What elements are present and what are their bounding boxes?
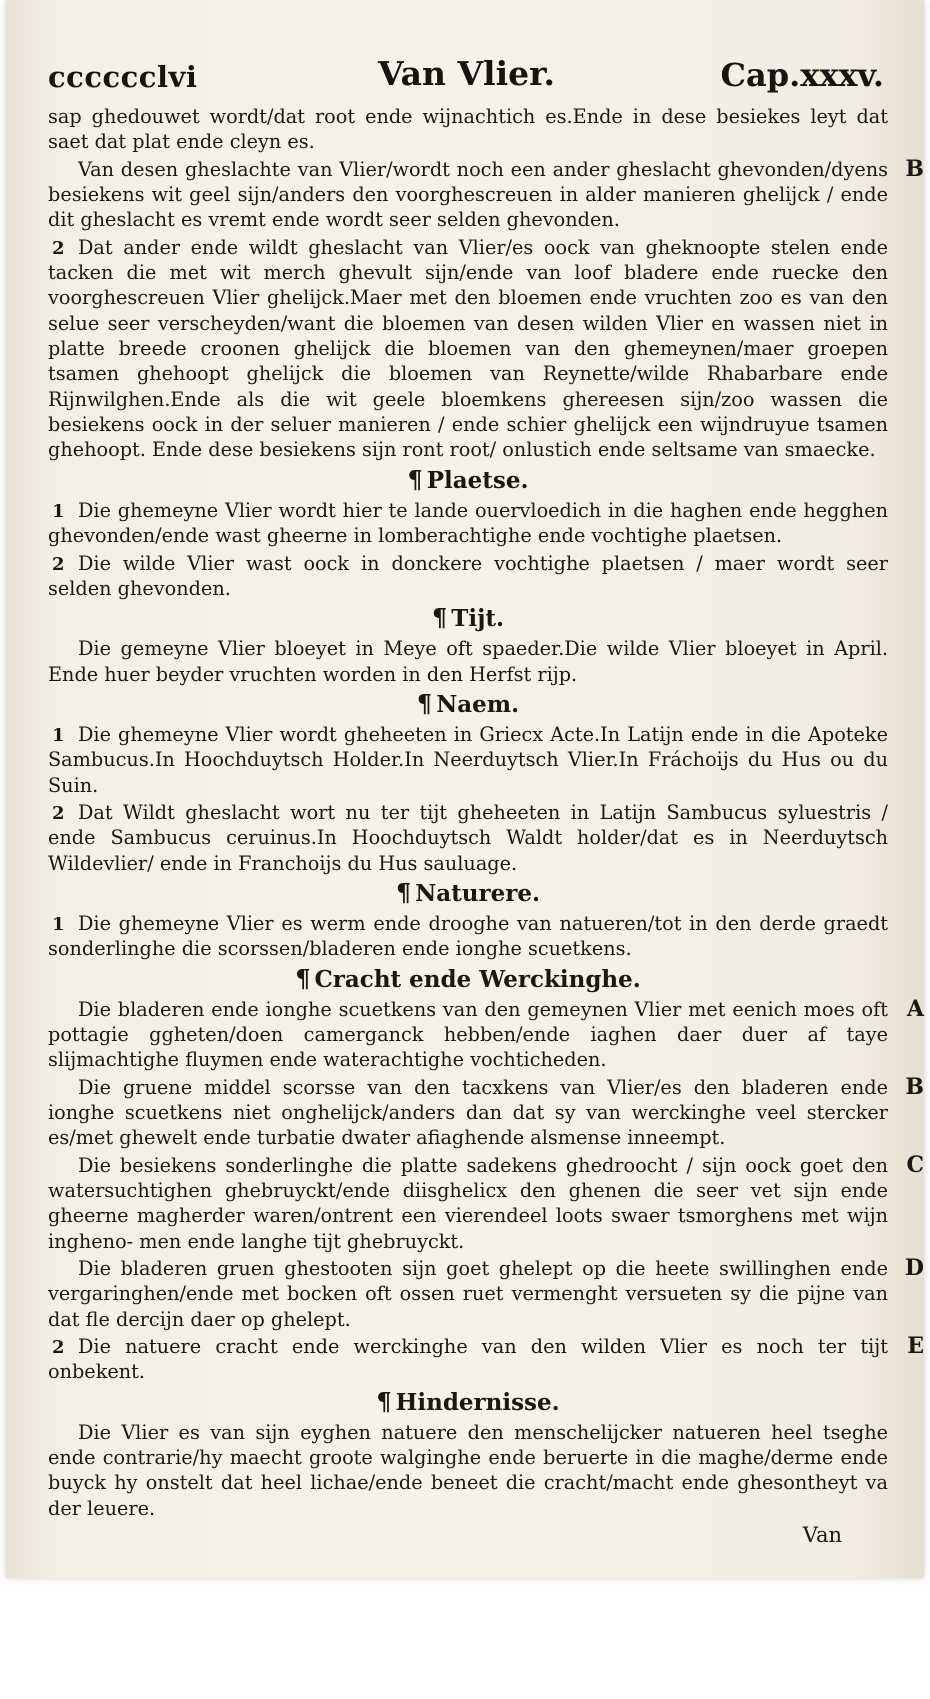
paragraph [48, 911, 888, 962]
paragraph-text: Dat Wildt gheslacht wort nu ter tijt gheheeten in Latijn Sambucus syluestris / ende Sambucus ceruinus.In Hoochduytsch Waldt holder/dat es in Neerduytsch Wildevlier/ ende in Franchoijs du Hus sauluage. [48, 800, 888, 875]
margin-number: 1 [52, 724, 65, 746]
text-block [48, 104, 924, 1549]
margin-letter: A [906, 995, 924, 1022]
paragraph [48, 1420, 888, 1521]
margin-number: 2 [52, 802, 65, 824]
pilcrow-icon: ¶ [431, 603, 448, 633]
section-heading-text: Hindernisse. [395, 1388, 560, 1416]
paragraph [48, 722, 888, 798]
paragraph [48, 1333, 924, 1385]
paragraph-text: Die besiekens sonderlinghe die platte sadekens ghedroocht / sijn oock goet den watersuchtighen ghebruyckt/ende diisghelicx den ghenen die seer vet sijn ende gheerne magherder waren/ontrent een vierendeel loots swaer tsmorghens met wijn ingheno- men ende langhe tijt ghebruyckt. [48, 1153, 888, 1253]
paragraph-text: Dat ander ende wildt gheslacht van Vlier/es oock van gheknoopte stelen ende tacken die met wit merch ghevult sijn/ende van loof bladere ende ruecke den voorghescreuen Vlier ghelijck.Maer met den bloemen ende vruchten zoo es van den selue seer verscheyden/want die bloemen van desen wilden Vlier en wassen niet in platte breede croonen ghelijck die bloemen van den ghemeynen/maer groepen tsamen ghehoopt ghelijck die bloemen van Reynette/wilde Rhabarbare ende Rijnwilghen.Ende als die wit geele bloemkens ghereesen sijn/zoo wassen die besiekens oock in der seluer manieren / ende schier ghelijck een wijndruyue tsamen ghehoopt. Ende dese besiekens sijn ront root/ onlustich ende seltsame van smaecke. [48, 235, 888, 462]
pilcrow-icon: ¶ [295, 963, 311, 993]
margin-letter: E [907, 1333, 924, 1360]
paragraph [48, 636, 888, 687]
section-heading-text: Tijt. [451, 605, 505, 633]
margin-number: 2 [52, 237, 65, 259]
paragraph-text: Die ghemeyne Vlier wordt hier te lande ouervloedich in die haghen ende hegghen ghevonden/ende wast gheerne in lomberachtighe ende vochtighe plaetsen. [48, 498, 888, 548]
margin-number: 2 [52, 553, 65, 575]
section-heading-text: Cracht ende Werckinghe. [314, 965, 641, 993]
paragraph-text: Die gruene middel scorsse van den tacxkens van Vlier/es den bladeren ende ionghe scuetkens niet onghelijck/anders dan dat sy van werckinghe veel stercker es/met ghewelt ende turbatie dwater afiaghende alsmense inneempt. [48, 1075, 888, 1150]
margin-number: 2 [52, 1337, 65, 1359]
margin-letter: C [906, 1151, 924, 1178]
paragraph-text: Die bladeren ende ionghe scuetkens van den gemeynen Vlier met eenich moes oft pottagie ggheten/doen camerganck hebben/ende iaghen daer duer af taye slijmachtighe fluymen ende waterachtighe vochticheden. [48, 997, 888, 1072]
paragraph-text: Die ghemeyne Vlier es werm ende drooghe van natueren/tot in den derde graedt sonderlinghe die scorssen/bladeren ende ionghe scuetkens. [48, 911, 888, 961]
paragraph-text: Die gemeyne Vlier bloeyet in Meye oft spaeder.Die wilde Vlier bloeyet in April. Ende huer beyder vruchten worden in den Herfst rijp. [48, 637, 888, 686]
paragraph-text: Van desen gheslachte van Vlier/wordt noch een ander gheslacht ghevonden/dyens besiekens wit geel sijn/anders den voorghescreuen in alder manieren ghelijck / ende dit gheslacht es vremt ende wordt seer selden ghevonden. [48, 157, 888, 232]
paragraph [48, 1073, 924, 1151]
margin-letter: B [905, 155, 924, 182]
margin-number: 1 [52, 500, 65, 522]
section-heading-text: Naem. [436, 690, 520, 718]
section-heading [48, 878, 888, 909]
section-heading-text: Plaetse. [426, 466, 529, 494]
paragraph-text: Die Vlier es van sijn eyghen natuere den menschelijcker natueren heel tseghe ende contrarie/hy maecht groote walginghe ende beruerte in die maghe/derme ende buyck hy onstelt dat heel lichae/ende beneet die cracht/macht ende ghesontheyt va der leuere. [48, 1420, 888, 1520]
paragraph [48, 1255, 924, 1332]
paragraph-text: sap ghedouwet wordt/dat root ende wijnachtich es.Ende in dese besiekes leyt dat saet dat plat ende cleyn es. [48, 105, 888, 154]
pilcrow-icon: ¶ [416, 688, 433, 718]
section-heading [48, 465, 888, 496]
paragraph [48, 498, 888, 549]
catchword: Van [802, 1523, 842, 1548]
section-heading [48, 1387, 888, 1418]
margin-number: 1 [52, 913, 65, 935]
section-heading-text: Naturere. [415, 879, 541, 907]
folio-number: cccccclvi [48, 60, 198, 94]
paragraph-text: Die ghemeyne Vlier wordt gheheeten in Griecx Acte.In Latijn ende in die Apoteke Sambucus.In Hoochduytsch Holder.In Neerduytsch Vlier.In Fráchoijs du Hus ou du Suin. [48, 722, 888, 797]
paragraph [48, 800, 888, 876]
margin-letter: B [905, 1073, 924, 1100]
page-header [48, 54, 884, 104]
margin-letter: D [904, 1255, 924, 1282]
section-heading [48, 603, 888, 634]
section-heading [48, 964, 888, 995]
chapter-number: Cap.xxxv. [720, 56, 884, 94]
paragraph [48, 995, 924, 1073]
section-heading [48, 689, 888, 720]
running-title: Van Vlier. [378, 54, 555, 93]
pilcrow-icon: ¶ [376, 1386, 392, 1416]
paragraph-text: Die natuere cracht ende werckinghe van den wilden Vlier es noch ter tijt onbekent. [48, 1335, 888, 1384]
paragraph-text: Die wilde Vlier wast oock in donckere vochtighe plaetsen / maer wordt seer selden ghevonden. [48, 551, 888, 600]
paragraph-text: Die bladeren gruen ghestooten sijn goet ghelept op die heete swillinghen ende vergaringhen/ende met bocken oft ossen ruet vermenght versueten sy die pijne van dat fle dercijn daer op ghelept. [48, 1257, 888, 1331]
paragraph [48, 1151, 924, 1254]
pilcrow-icon: ¶ [395, 877, 412, 907]
pilcrow-icon: ¶ [407, 464, 423, 494]
paragraph [48, 235, 888, 463]
paragraph [48, 155, 924, 233]
paragraph [48, 551, 888, 602]
paragraph [48, 104, 888, 155]
